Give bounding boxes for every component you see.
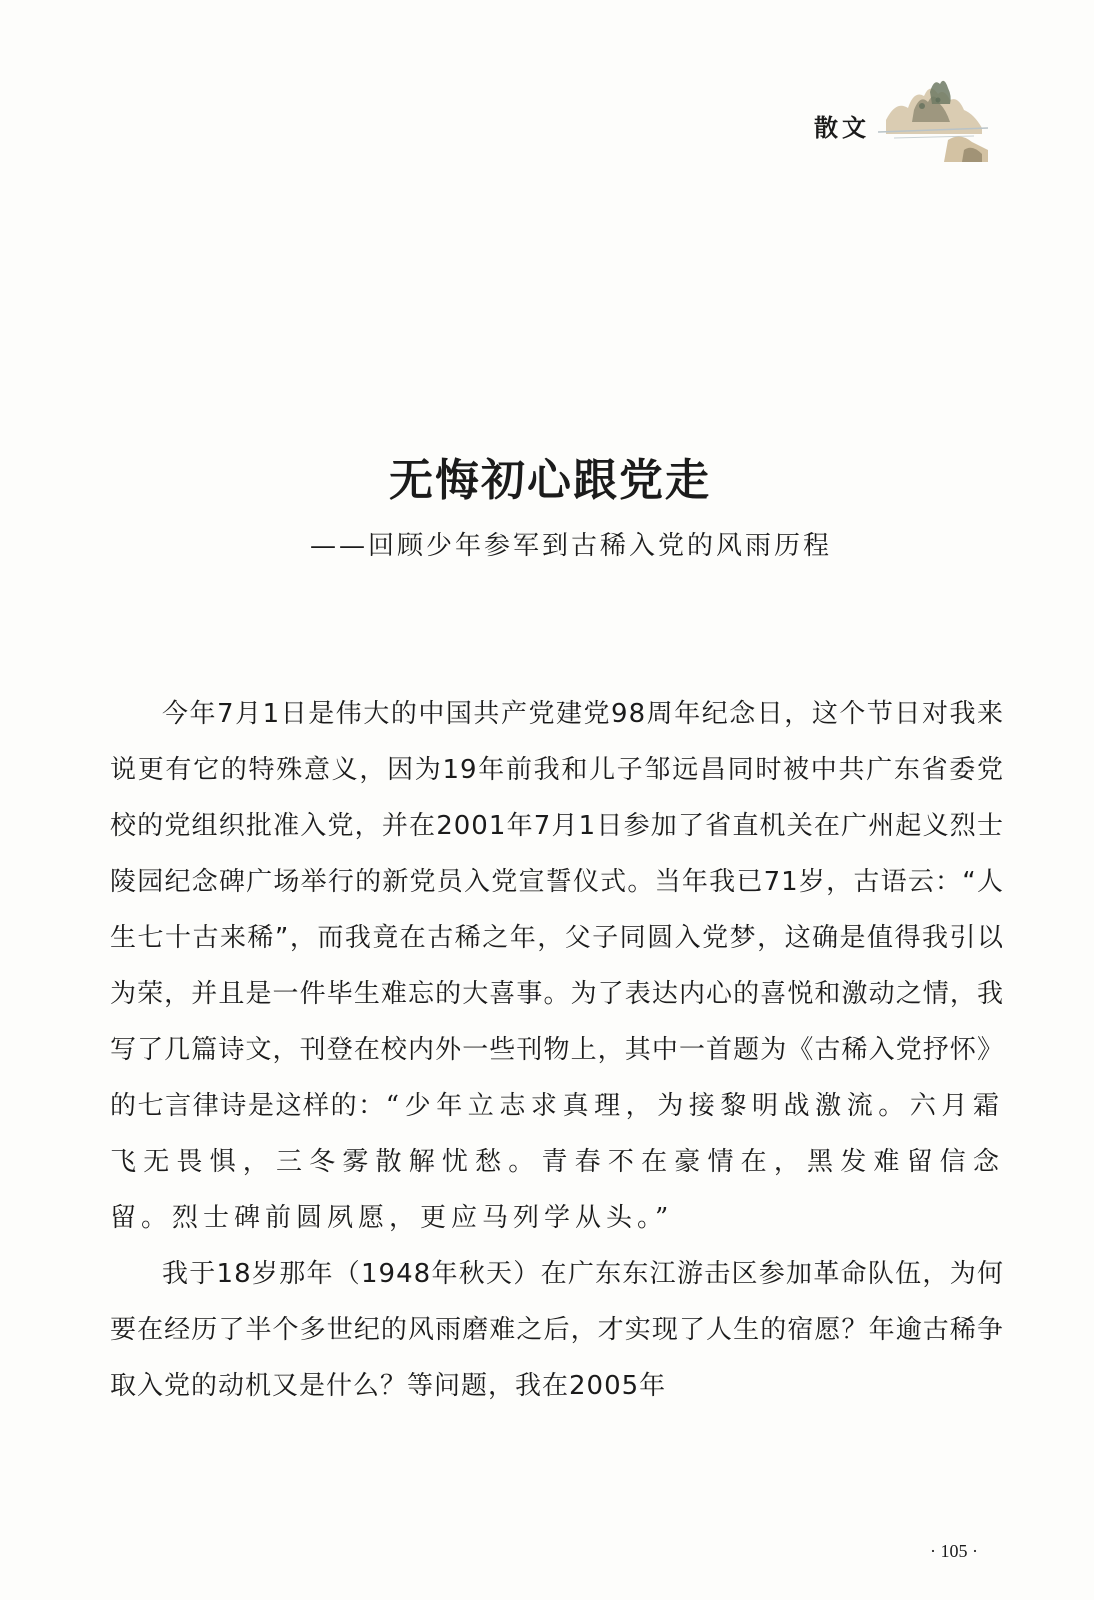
section-header <box>790 70 990 162</box>
paragraph-text: 今年7月1日是伟大的中国共产党建党98周年纪念日，这个节日对我来说更有它的特殊意义，因为19年前我和儿子邹远昌同时被中共广东省委党校的党组织批准入党，并在2001年7月1日参加了省直机关在广州起义烈士陵园纪念碑广场举行的新党员入党宣誓仪式。当年我已71岁，古语云：“人生七十古来稀”，而我竟在古稀之年，父子同圆入党梦，这确是值得我引以为荣，并且是一件毕生难忘的大喜事。为了表达内心的喜悦和激动之情，我写了几篇诗文，刊登在校内外一些刊物上，其中一首题为《古稀入党抒怀》的七言律诗是这样的： <box>110 699 1004 1121</box>
article-body <box>110 686 1004 1414</box>
title-block <box>0 455 1094 563</box>
section-label: 散文 <box>814 113 870 142</box>
paragraph: 我于18岁那年（1948年秋天）在广东东江游击区参加革命队伍，为何要在经历了半个多世纪的风雨磨难之后，才实现了人生的宿愿？年逾古稀争取入党的动机又是什么？等问题，我在2005年 <box>110 1259 1004 1401</box>
mountain-landscape-icon <box>878 70 988 162</box>
poem-quote: “少年立志求真理，为接黎明战激流。六月霜飞无畏惧，三冬雾散解忧愁。青春不在豪情在，黑发难留信念留。烈士碑前圆夙愿，更应马列学从头。” <box>110 1091 1004 1233</box>
article-title: 无悔初心跟党走 <box>389 455 711 506</box>
article-subtitle: ——回顾少年参军到古稀入党的风雨历程 <box>309 531 832 561</box>
paragraph <box>110 686 1004 1246</box>
page-number: · 105 · <box>930 1541 978 1561</box>
